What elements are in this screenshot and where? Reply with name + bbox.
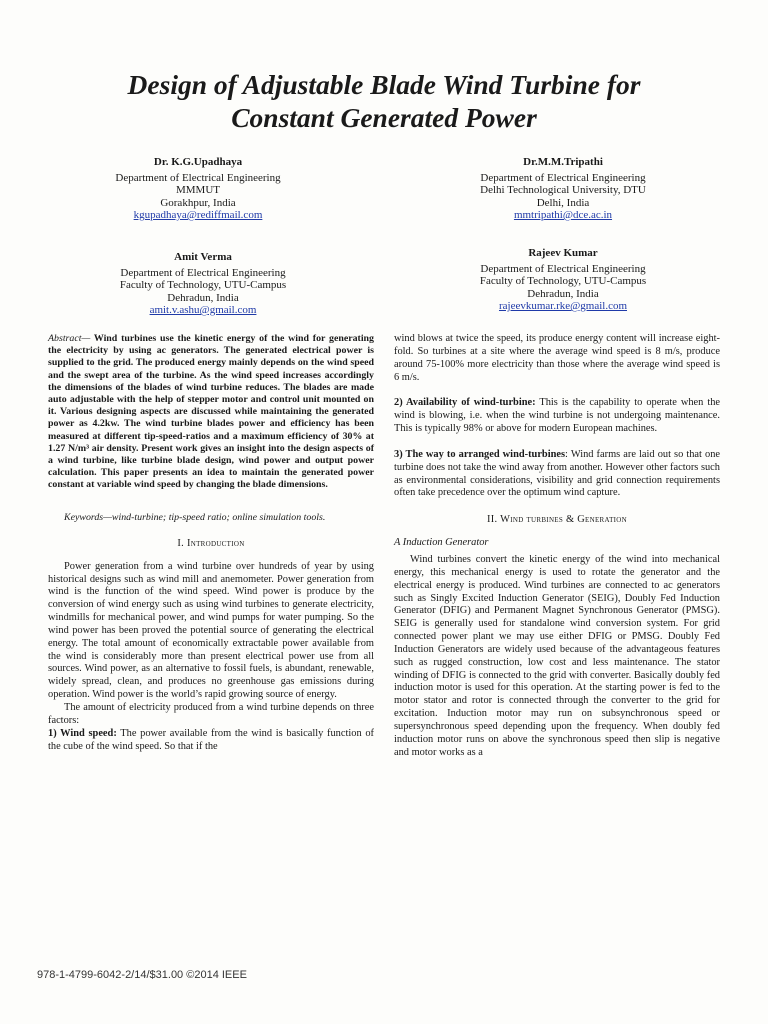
author-email-link[interactable]: amit.v.ashu@gmail.com <box>149 304 257 316</box>
section-heading-introduction: I. Introduction <box>177 537 245 549</box>
title-line-1: Design of Adjustable Blade Wind Turbine for <box>127 69 641 100</box>
abstract <box>48 333 374 492</box>
author-block-verma <box>43 251 363 317</box>
section2-paragraph-1: Wind turbines convert the kinetic energy of the wind into mechanical energy, this mechanical energy is used to rotate the generator and the electrical energy is produced. Wind turbines are connected to ac generators such as Singly Excited Induction Generator (SEIG), Doubly Fed Induction Generator (DFIG) and Permanent Magnet Synchronous Generator (PMSG). SEIG is generally used for standalone wind conversion system. For grid connected power plant we may use either DFIG or PMSG. Doubly Fed Induction Generators are widely used because of the advantageous features such as rugged construction, low cost and less maintenance. The stator winding of DFIG is connected to the grid with converter. Basically doubly fed induction motor is used for this operation. At the starting power is fed to the motor stator and rotor is connected through the converter to the grid for excitation. Induction motor may run on subsynchronous speed or supersynchronous speed depending upon the frequency. When doubly fed induction motor runs on above the synchronous speed then slip is negative and motor works as a <box>394 553 720 758</box>
author-affiliation: Delhi Technological University, DTU <box>480 184 646 196</box>
author-location: Delhi, India <box>536 196 590 209</box>
author-affiliation: Faculty of Technology, UTU-Campus <box>119 279 287 291</box>
author-affiliation: Department of Electrical Engineering <box>480 262 646 275</box>
author-affiliation: Faculty of Technology, UTU-Campus <box>479 275 647 287</box>
author-name: Dr. K.G.Upadhaya <box>153 156 243 168</box>
author-affiliation: Department of Electrical Engineering <box>480 171 646 184</box>
author-affiliation: Department of Electrical Engineering <box>115 171 281 184</box>
factor-wind-speed <box>48 728 374 754</box>
author-affiliation: MMMUT <box>175 184 220 196</box>
abstract-lead: Abstract— <box>48 333 91 344</box>
section-heading-wind-turbines: II. Wind turbines & Generation <box>486 514 628 526</box>
author-location: Gorakhpur, India <box>160 196 236 209</box>
factor-text: The power available from the wind is basically function of the cube of the wind speed. So that if the <box>48 727 374 752</box>
author-email-link[interactable]: kgupadhaya@rediffmail.com <box>133 209 263 221</box>
left-column <box>48 333 374 753</box>
factor-arrangement-paragraph <box>394 449 720 500</box>
author-email-link[interactable]: mmtripathi@dce.ac.in <box>513 209 613 221</box>
right-column <box>394 333 720 759</box>
intro-paragraph-1: Power generation from a wind turbine over hundreds of year by using historical designs such as wind mill and anemometer. Power generation from wind is the function of the wind speed. Wind power is produce by the conversion of wind energy such as using wind turbines to generate electricity, windmills for mechanical power, and wind pumps for water pumping. So the wind power has been proved the potential source of generating the electrical energy. The total amount of economically extractable power available from the wind is considerably more than present electrical power use from all sources. Wind power, as an alternative to fossil fuels, is abundant, renewable, widely spread, clean, and produces no greenhouse gas emissions during operation. Wind power is the world’s rapid growing source of energy. <box>48 560 374 701</box>
author-name: Dr.M.M.Tripathi <box>523 156 603 168</box>
factor-availability-paragraph <box>394 397 720 436</box>
factor-wind-speed-continued: wind blows at twice the speed, its produce energy content will increase eight-fold. So turbines at a site where the average wind speed is 8 m/s, produce around 75-100% more electricity than those where the average wind speed is 6 m/s. <box>394 333 720 383</box>
intro-paragraph-2: The amount of electricity produced from a wind turbine depends on three factors: <box>48 701 374 726</box>
author-location: Dehradun, India <box>527 287 599 300</box>
title-line-2: Constant Generated Power <box>231 102 537 133</box>
author-affiliation: Department of Electrical Engineering <box>120 266 286 279</box>
subsection-heading-induction-generator: A Induction Generator <box>394 537 489 549</box>
abstract-body: Wind turbines use the kinetic energy of the wind for generating the electricity by using ac generators. The generated electrical power is supplied to the grid. The produced energy mainly depends on the wind speed and the swept area of the turbine. As the wind speed increases accordingly the dimensions of the blades of wind turbine reduces. The blades are made auto adjustable with the help of stepper motor and control unit mounted on it. Various designing aspects are discussed while maintaining the generated power as 4.2kw. The wind turbine blades power and efficiency has been measured at different tip-speed-ratios and a maximum efficiency of 30% at 1.27 N/m³ air density. Present work gives an insight into the design aspects of a wind turbine, like turbine blade design, wind power and output power calculation. This paper presents an idea to maintain the generated power constant at variable wind speed by changing the blade dimensions. <box>48 333 374 491</box>
author-location: Dehradun, India <box>167 291 239 304</box>
author-block-tripathi <box>403 156 723 222</box>
factor-label: 2) Availability of wind-turbine: <box>394 397 536 409</box>
paper-title <box>40 68 728 134</box>
author-name: Rajeev Kumar <box>528 247 598 259</box>
factor-text: : Wind farms are laid out so that one turbine does not take the wind away from another. However other factors such as environmental considerations, visibility and grid connection requirements often take precedence over the optimum wind capture. <box>394 448 721 499</box>
author-name: Amit Verma <box>174 251 232 263</box>
factor-text: This is the capability to operate when the wind is blowing, i.e. when the wind turbine is not undergoing maintenance. This is typically 98% or above for modern European machines. <box>394 397 721 435</box>
author-block-upadhaya <box>38 156 358 222</box>
factor-label: 1) Wind speed: <box>48 727 117 739</box>
copyright-footer: 978-1-4799-6042-2/14/$31.00 ©2014 IEEE <box>37 969 247 981</box>
keywords: Keywords—wind-turbine; tip-speed ratio; online simulation tools. <box>64 511 326 523</box>
author-block-kumar <box>403 247 723 313</box>
author-email-link[interactable]: rajeevkumar.rke@gmail.com <box>498 300 628 312</box>
factor-label: 3) The way to arranged wind-turbines <box>394 448 566 460</box>
